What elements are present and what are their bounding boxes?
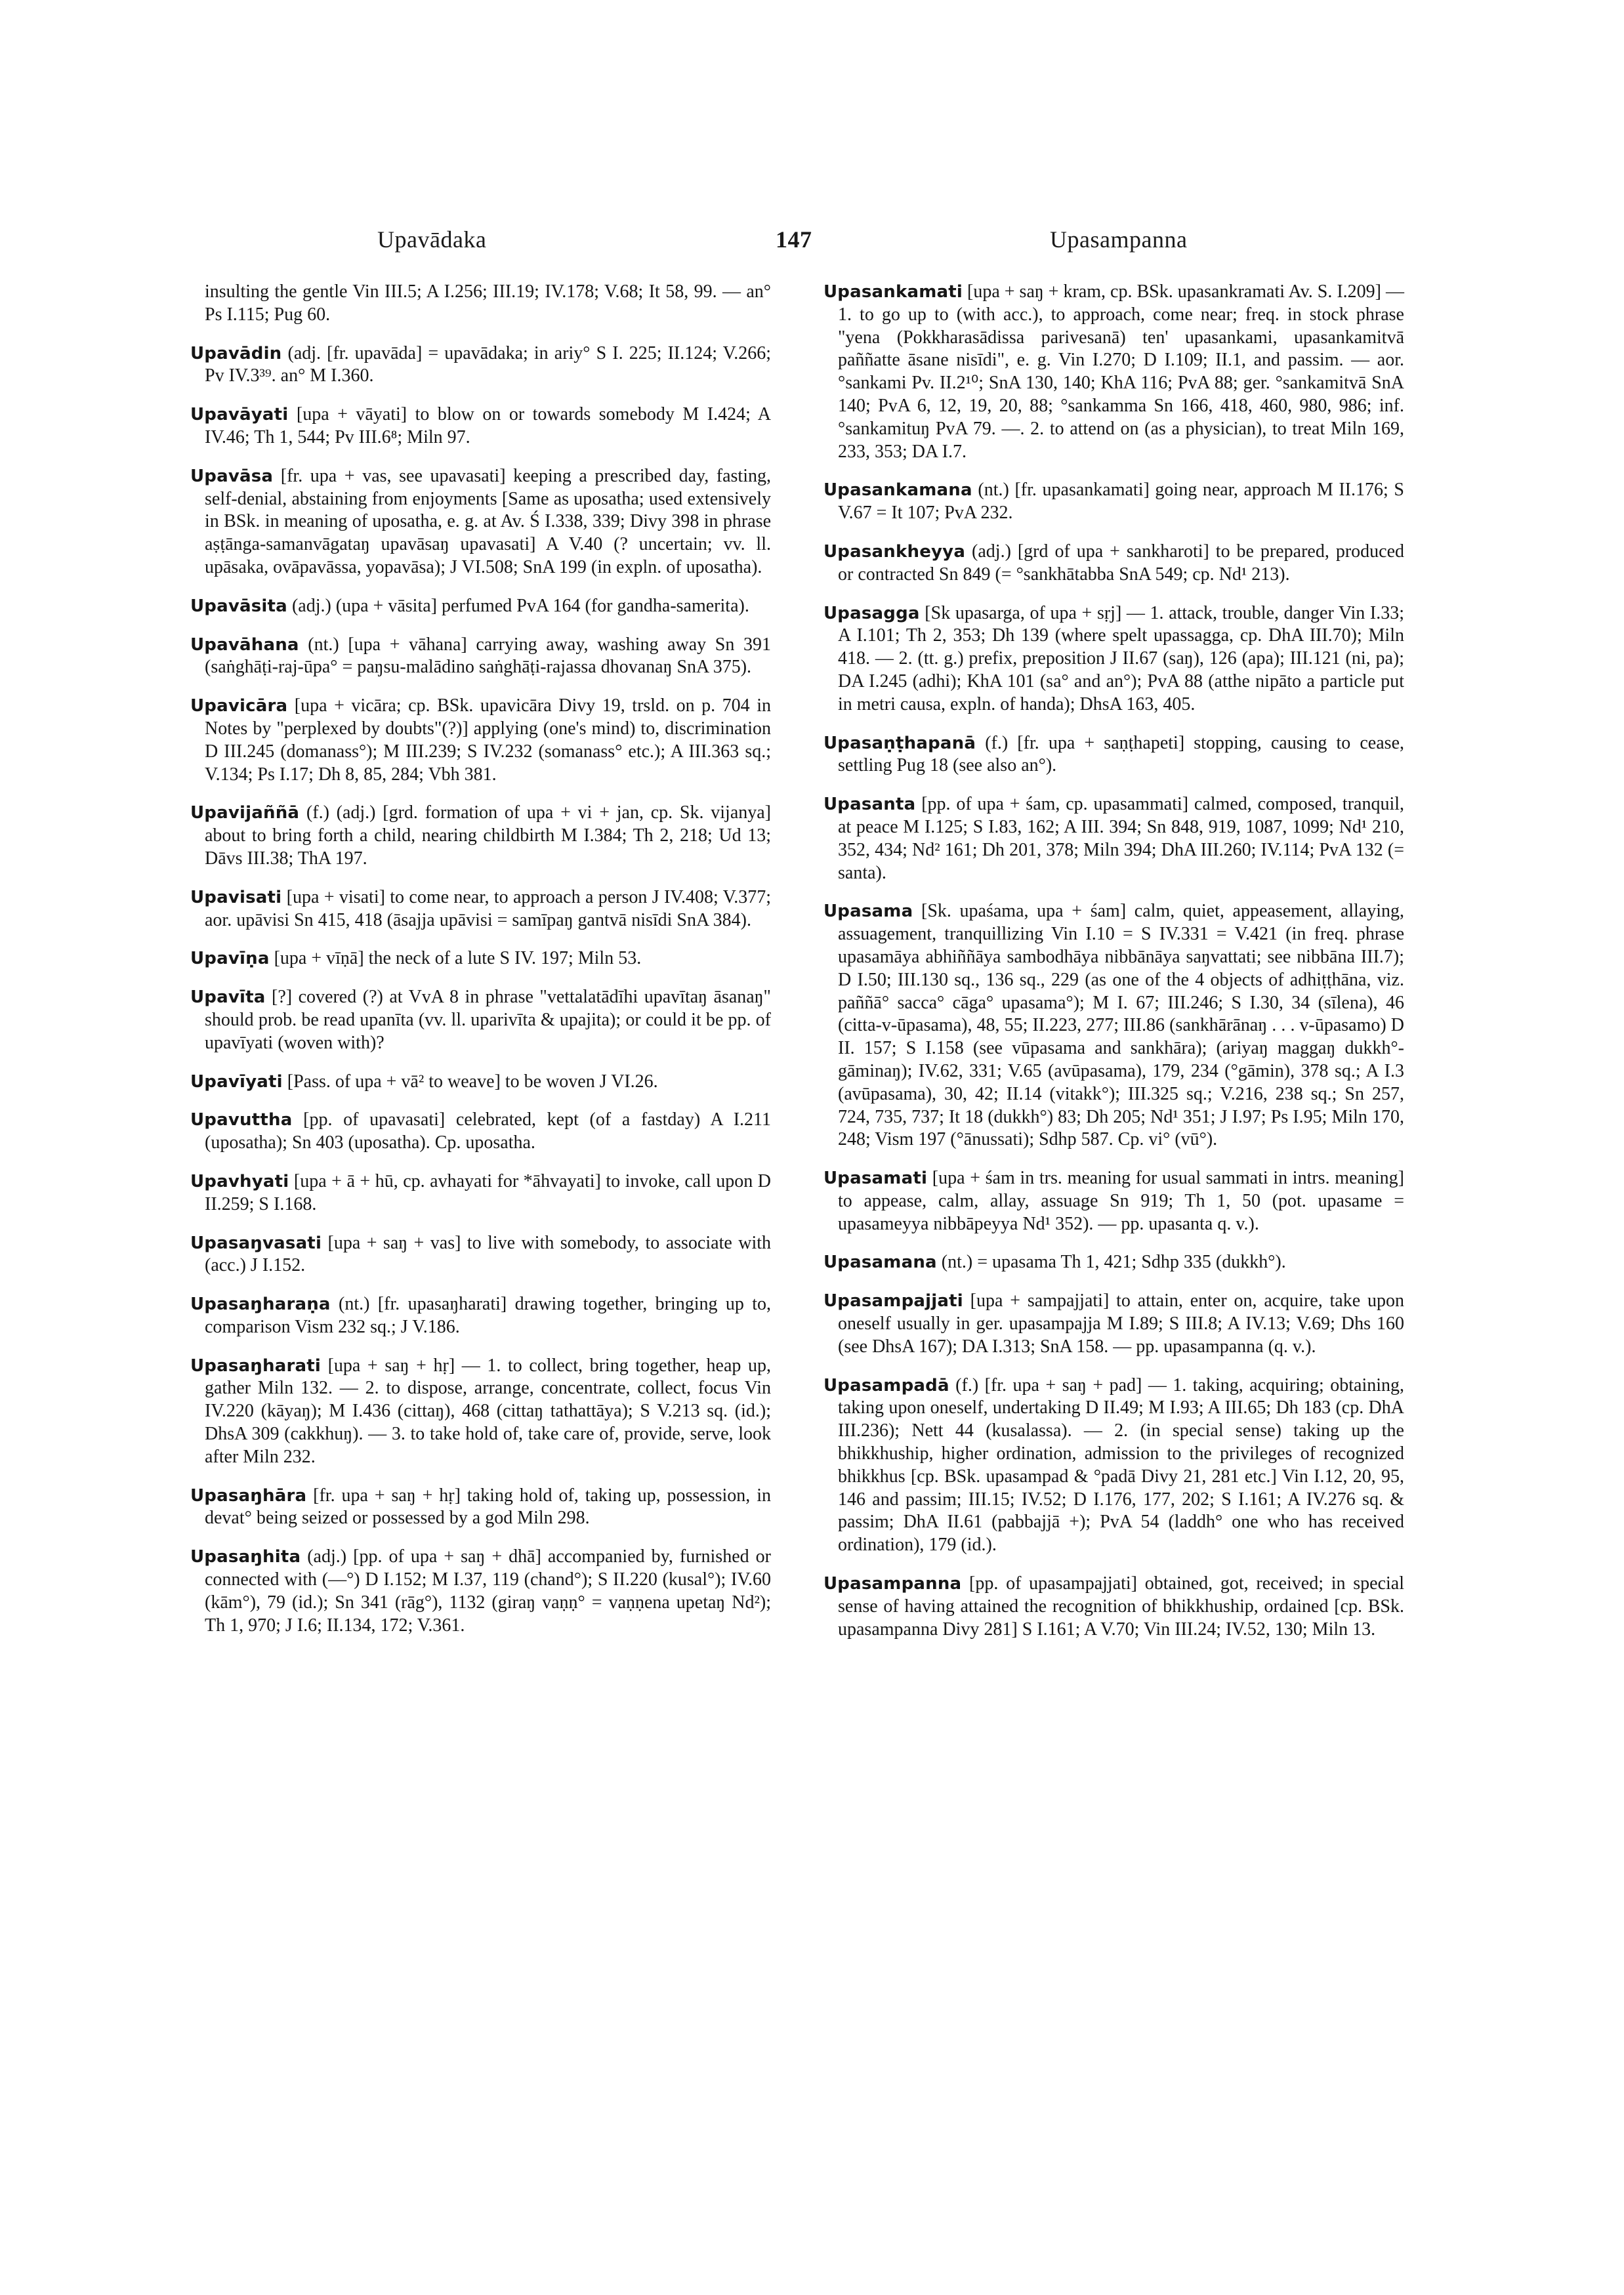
dictionary-entry <box>190 1546 771 1637</box>
entry-text: [upa + visati] to come near, to approach a person J IV.408; V.377; aor. upāvisi Sn 415, 418 (āsajja upāvisi = samīpaŋ gantvā nisīdi SnA 384). <box>205 886 771 930</box>
headword: Upasaŋhita <box>190 1547 301 1567</box>
dictionary-entry <box>823 602 1404 716</box>
dictionary-entry <box>190 1355 771 1469</box>
entry-text: [pp. of upasampajjati] obtained, got, received; in special sense of having attained the recognition of bhikkhuship, ordained [cp. BSk. upasampanna Divy 281] S I.161; A V.70; Vin III.24; IV.52, 130; Miln 13. <box>838 1573 1404 1640</box>
dictionary-entry <box>190 342 771 388</box>
headword: Upasamana <box>823 1252 937 1273</box>
dictionary-entry <box>823 900 1404 1151</box>
entry-text: [upa + ā + hū, cp. avhayati for *āhvayati] to invoke, call upon D II.259; S I.168. <box>205 1170 771 1214</box>
entry-text: (nt.) [fr. upasaŋharati] drawing together, bringing up to, comparison Vism 232 sq.; J V.186. <box>205 1294 771 1337</box>
entry-text: [upa + vāyati] to blow on or towards somebody M I.424; A IV.46; Th 1, 544; Pv III.6⁸; Miln 97. <box>205 404 771 447</box>
dictionary-entry <box>190 465 771 579</box>
dictionary-entry <box>823 1251 1404 1274</box>
dictionary-entry <box>823 541 1404 587</box>
entry-text: (f.) [fr. upa + saṇṭhapeti] stopping, causing to cease, settling Pug 18 (see also an°). <box>838 732 1404 776</box>
headword: Upasampajjati <box>823 1291 963 1312</box>
running-head-right: Upasampanna <box>1050 226 1188 253</box>
headword: Upasankamati <box>823 282 963 302</box>
headword: Upavuttha <box>190 1110 293 1130</box>
dictionary-entry <box>190 886 771 932</box>
left-column <box>190 281 771 1653</box>
dictionary-entry <box>823 479 1404 525</box>
dictionary-entry <box>190 1071 771 1094</box>
entry-text: [?] covered (?) at VvA 8 in phrase "vettalatādīhi upavītaŋ āsanaŋ" should prob. be read upanīta (vv. ll. uparivīta & upajita); or could it be pp. of upavīyati (woven with)? <box>205 987 771 1053</box>
headword: Upavīṇa <box>190 949 270 969</box>
headword: Upavāhana <box>190 634 299 655</box>
entry-text: [upa + saŋ + kram, cp. BSk. upasankramati Av. S. I.209] — 1. to go up to (with acc.), to approach, come near; freq. in stock phrase "yena (Pokkharasādissa parivesanā) ten' upasankami, upasankamitvā paññatte āsane nisīdi", e. g. Vin I.270; D I.109; II.1, and passim. — aor. °sankami Pv. II.2¹⁰; SnA 130, 140; KhA 116; PvA 88; ger. °sankamitvā SnA 140; PvA 6, 12, 19, 20, 88; °sankamma Sn 166, 418, 460, 980, 986; inf. °sankamituŋ PvA 79. —. 2. to attend on (as a physician), to treat Miln 169, 233, 353; DA I.7. <box>838 281 1404 462</box>
headword: Upavisati <box>190 887 282 907</box>
right-column <box>823 281 1404 1657</box>
entry-text: (adj.) [grd of upa + sankharoti] to be prepared, produced or contracted Sn 849 (= °sankhātabba SnA 549; cp. Nd¹ 213). <box>838 541 1404 585</box>
dictionary-entry <box>190 695 771 786</box>
headword: Upasaŋhāra <box>190 1485 307 1506</box>
headword: Upasama <box>823 901 913 922</box>
headword: Upasagga <box>823 603 920 623</box>
headword: Upasampadā <box>823 1375 949 1396</box>
entry-text: [upa + vicāra; cp. BSk. upavicāra Divy 19, trsld. on p. 704 in Notes by "perplexed by doubts"(?)] applying (one's mind) to, discrimination D III.245 (domanass°); M III.239; S IV.232 (somanass° etc.); A III.363 sq.; V.134; Ps I.17; Dh 8, 85, 284; Vbh 381. <box>205 695 771 785</box>
entry-text: [pp. of upavasati] celebrated, kept (of a fastday) A I.211 (uposatha); Sn 403 (uposatha). Cp. uposatha. <box>205 1109 771 1153</box>
headword: Upavāyati <box>190 405 289 425</box>
entry-text: (nt.) [fr. upasankamati] going near, approach M II.176; S V.67 = It 107; PvA 232. <box>838 480 1404 524</box>
headword: Upasaṇṭhapanā <box>823 733 976 753</box>
dictionary-entry <box>190 802 771 870</box>
headword: Upavīta <box>190 987 266 1008</box>
dictionary-entry <box>823 732 1404 778</box>
dictionary-entry <box>190 1232 771 1278</box>
headword: Upavāsita <box>190 596 287 616</box>
headword: Upasampanna <box>823 1574 962 1594</box>
entry-text: [upa + vīṇā] the neck of a lute S IV. 197; Miln 53. <box>269 948 642 969</box>
headword: Upasaŋvasati <box>190 1233 322 1253</box>
dictionary-entry <box>190 1109 771 1155</box>
dictionary-entry <box>190 403 771 449</box>
headword: Upasankheyya <box>823 541 966 562</box>
dictionary-entry <box>823 1167 1404 1235</box>
dictionary-entry <box>823 281 1404 463</box>
headword: Upasanta <box>823 795 916 815</box>
entry-text: [pp. of upa + śam, cp. upasammati] calmed, composed, tranquil, at peace M I.125; S I.83, 162; A III. 394; Sn 848, 919, 1087, 1099; Nd¹ 210, 352, 434; Nd² 161; Dh 201, 378; Miln 394; DhA III.260; IV.114; PvA 132 (= santa). <box>838 794 1404 883</box>
dictionary-entry <box>190 595 771 618</box>
entry-text: [fr. upa + vas, see upavasati] keeping a prescribed day, fasting, self-denial, abstaining from enjoyments [Same as uposatha; used extensively in BSk. in meaning of uposatha, e. g. at Av. Ś I.338, 339; Divy 398 in phrase aṣṭānga-samanvāgataŋ upavāsaŋ upavasati] A V.40 (? uncertain; vv. ll. upāsaka, ovāpavāssa, yopavāsa); J VI.508; SnA 199 (in expln. of uposatha). <box>205 465 771 577</box>
headword: Upasaŋharaṇa <box>190 1294 331 1315</box>
headword: Upavāsa <box>190 466 274 486</box>
headword: Upavijaññā <box>190 803 300 823</box>
running-head-left: Upavādaka <box>377 226 487 253</box>
dictionary-entry <box>823 1290 1404 1358</box>
entry-text: (nt.) = upasama Th 1, 421; Sdhp 335 (dukkh°). <box>936 1252 1286 1273</box>
entry-text: insulting the gentle Vin III.5; A I.256; III.19; IV.178; V.68; It 58, 99. — an° Ps I.115; Pug 60. <box>205 281 771 325</box>
headword: Upavhyati <box>190 1171 289 1191</box>
headword: Upasamati <box>823 1168 928 1189</box>
entry-text: [upa + saŋ + vas] to live with somebody, to associate with (acc.) J I.152. <box>205 1232 771 1276</box>
dictionary-entry <box>190 947 771 970</box>
entry-text: [Sk upasarga, of upa + sṛj] — 1. attack, trouble, danger Vin I.33; A I.101; Th 2, 353; Dh 139 (where spelt upassagga, cp. DhA III.70); Miln 418. — 2. (tt. g.) prefix, preposition J II.67 (saŋ), 126 (apa); III.121 (ni, pa); DA I.245 (adhi); KhA 101 (sa° and an°); PvA 88 (atthe nipāto a particle put in metri causa, expln. of handa); DhsA 163, 405. <box>838 602 1404 714</box>
dictionary-entry <box>823 1573 1404 1641</box>
dictionary-entry <box>190 1485 771 1531</box>
headword: Upasaŋharati <box>190 1355 321 1376</box>
entry-text: (nt.) [upa + vāhana] carrying away, washing away Sn 391 (saṅghāṭi-raj-ūpa° = paŋsu-malādino saṅghāṭi-rajassa dhovanaŋ SnA 375). <box>205 634 771 678</box>
entry-text: (adj.) (upa + vāsita] perfumed PvA 164 (for gandha-samerita). <box>287 595 749 616</box>
entry-text: [Sk. upaśama, upa + śam] calm, quiet, appeasement, allaying, assuagement, tranquillizing Vin I.10 = S IV.331 = V.421 (in freq. phrase upasamāya abhiññāya sambodhāya nibbānāya saŋvattati; see nibbāna III.7); D I.50; III.130 sq., 136 sq., 229 (as one of the 4 objects of adhiṭṭhāna, viz. paññā° sacca° cāga° upasama°); M I. 67; III.246; S I.30, 34 (sīlena), 46 (citta-v-ūpasama), 48, 55; II.223, 277; III.86 (sankhārānaŋ . . . v-ūpasamo) D II. 157; S I.158 (see vūpasama and sankhāra); (ariyaŋ maggaŋ dukkh°-gāminaŋ); IV.62, 331; V.65 (avūpasama), 179, 234 (°gāmin), 378 sq.; A I.3 (avūpasama), 30, 42; II.14 (vitakk°); III.325 sq.; V.216, 238 sq.; Sn 257, 724, 735, 737; It 18 (dukkh°) 83; Dh 205; Nd¹ 351; J I.97; Ps I.95; Miln 170, 248; Vism 197 (°ānussati); Sdhp 587. Cp. vi° (vū°). <box>838 901 1404 1150</box>
headword: Upavīyati <box>190 1071 283 1092</box>
entry-text: [upa + sampajjati] to attain, enter on, acquire, take upon oneself usually in ger. upasampajja M I.89; S III.8; A IV.13; V.69; Dhs 160 (see DhsA 167); DA I.313; SnA 158. — pp. upasampanna (q. v.). <box>838 1291 1404 1357</box>
entry-text: [upa + śam in trs. meaning for usual sammati in intrs. meaning] to appease, calm, allay, assuage Sn 919; Th 1, 50 (pot. upasame = upasameyya nibbāpeyya Nd¹ 352). — pp. upasanta q. v.). <box>838 1168 1404 1234</box>
dictionary-entry <box>190 986 771 1054</box>
dictionary-entry <box>190 634 771 680</box>
entry-text: (f.) [fr. upa + saŋ + pad] — 1. taking, acquiring; obtaining, taking upon oneself, undertaking D II.49; M I.93; A III.65; Dh 183 (cp. DhA III.236); Nett 44 (kusalassa). — 2. (in special sense) taking up the bhikkhuship, higher ordination, admission to the privileges of recognized bhikkhus [cp. BSk. upasampad & °padā Divy 21, 281 etc.] Vin I.12, 20, 95, 146 and passim; III.15; IV.52; D I.176, 177, 202; S I.161; A IV.276 sq. & passim; DhA II.61 (pabbajjā +); PvA 54 (laddh° one who has received ordination), 179 (id.). <box>838 1375 1404 1556</box>
headword: Upavicāra <box>190 696 288 716</box>
entry-text: (adj.) [pp. of upa + saŋ + dhā] accompanied by, furnished or connected with (—°) D I.152; M I.37, 119 (chand°); S II.220 (kusal°); IV.60 (kām°), 79 (id.); Sn 341 (rāg°), 1132 (giraŋ vaṇṇ° = vaṇṇena upetaŋ Nd²); Th 1, 970; J I.6; II.134, 172; V.361. <box>205 1546 771 1636</box>
dictionary-entry <box>823 1375 1404 1557</box>
entry-text: (adj. [fr. upavāda] = upavādaka; in ariy° S I. 225; II.124; V.266; Pv IV.3³⁹. an° M I.360. <box>205 342 771 386</box>
dictionary-entry <box>190 1170 771 1216</box>
page-number: 147 <box>776 226 812 253</box>
dictionary-entry <box>823 793 1404 884</box>
headword: Upavādin <box>190 343 282 363</box>
dictionary-entry <box>190 281 771 327</box>
entry-text: [upa + saŋ + hṛ] — 1. to collect, bring together, heap up, gather Miln 132. — 2. to dispose, arrange, concentrate, collect, focus Vin IV.220 (kāyaŋ); M I.436 (cittaŋ), 468 (cittaŋ tathattāya); S V.213 sq. (id.); DhsA 309 (cakkhuŋ). — 3. to take hold of, take care of, provide, serve, look after Miln 232. <box>205 1355 771 1467</box>
entry-text: [fr. upa + saŋ + hṛ] taking hold of, taking up, possession, in devat° being seized or possessed by a god Miln 298. <box>205 1485 771 1529</box>
entry-text: (f.) (adj.) [grd. formation of upa + vi + jan, cp. Sk. vijanya] about to bring forth a child, nearing childbirth M I.384; Th 2, 218; Ud 13; Dāvs III.38; ThA 197. <box>205 802 771 869</box>
entry-text: [Pass. of upa + vā² to weave] to be woven J VI.26. <box>282 1071 658 1092</box>
headword: Upasankamana <box>823 480 972 501</box>
dictionary-entry <box>190 1293 771 1339</box>
